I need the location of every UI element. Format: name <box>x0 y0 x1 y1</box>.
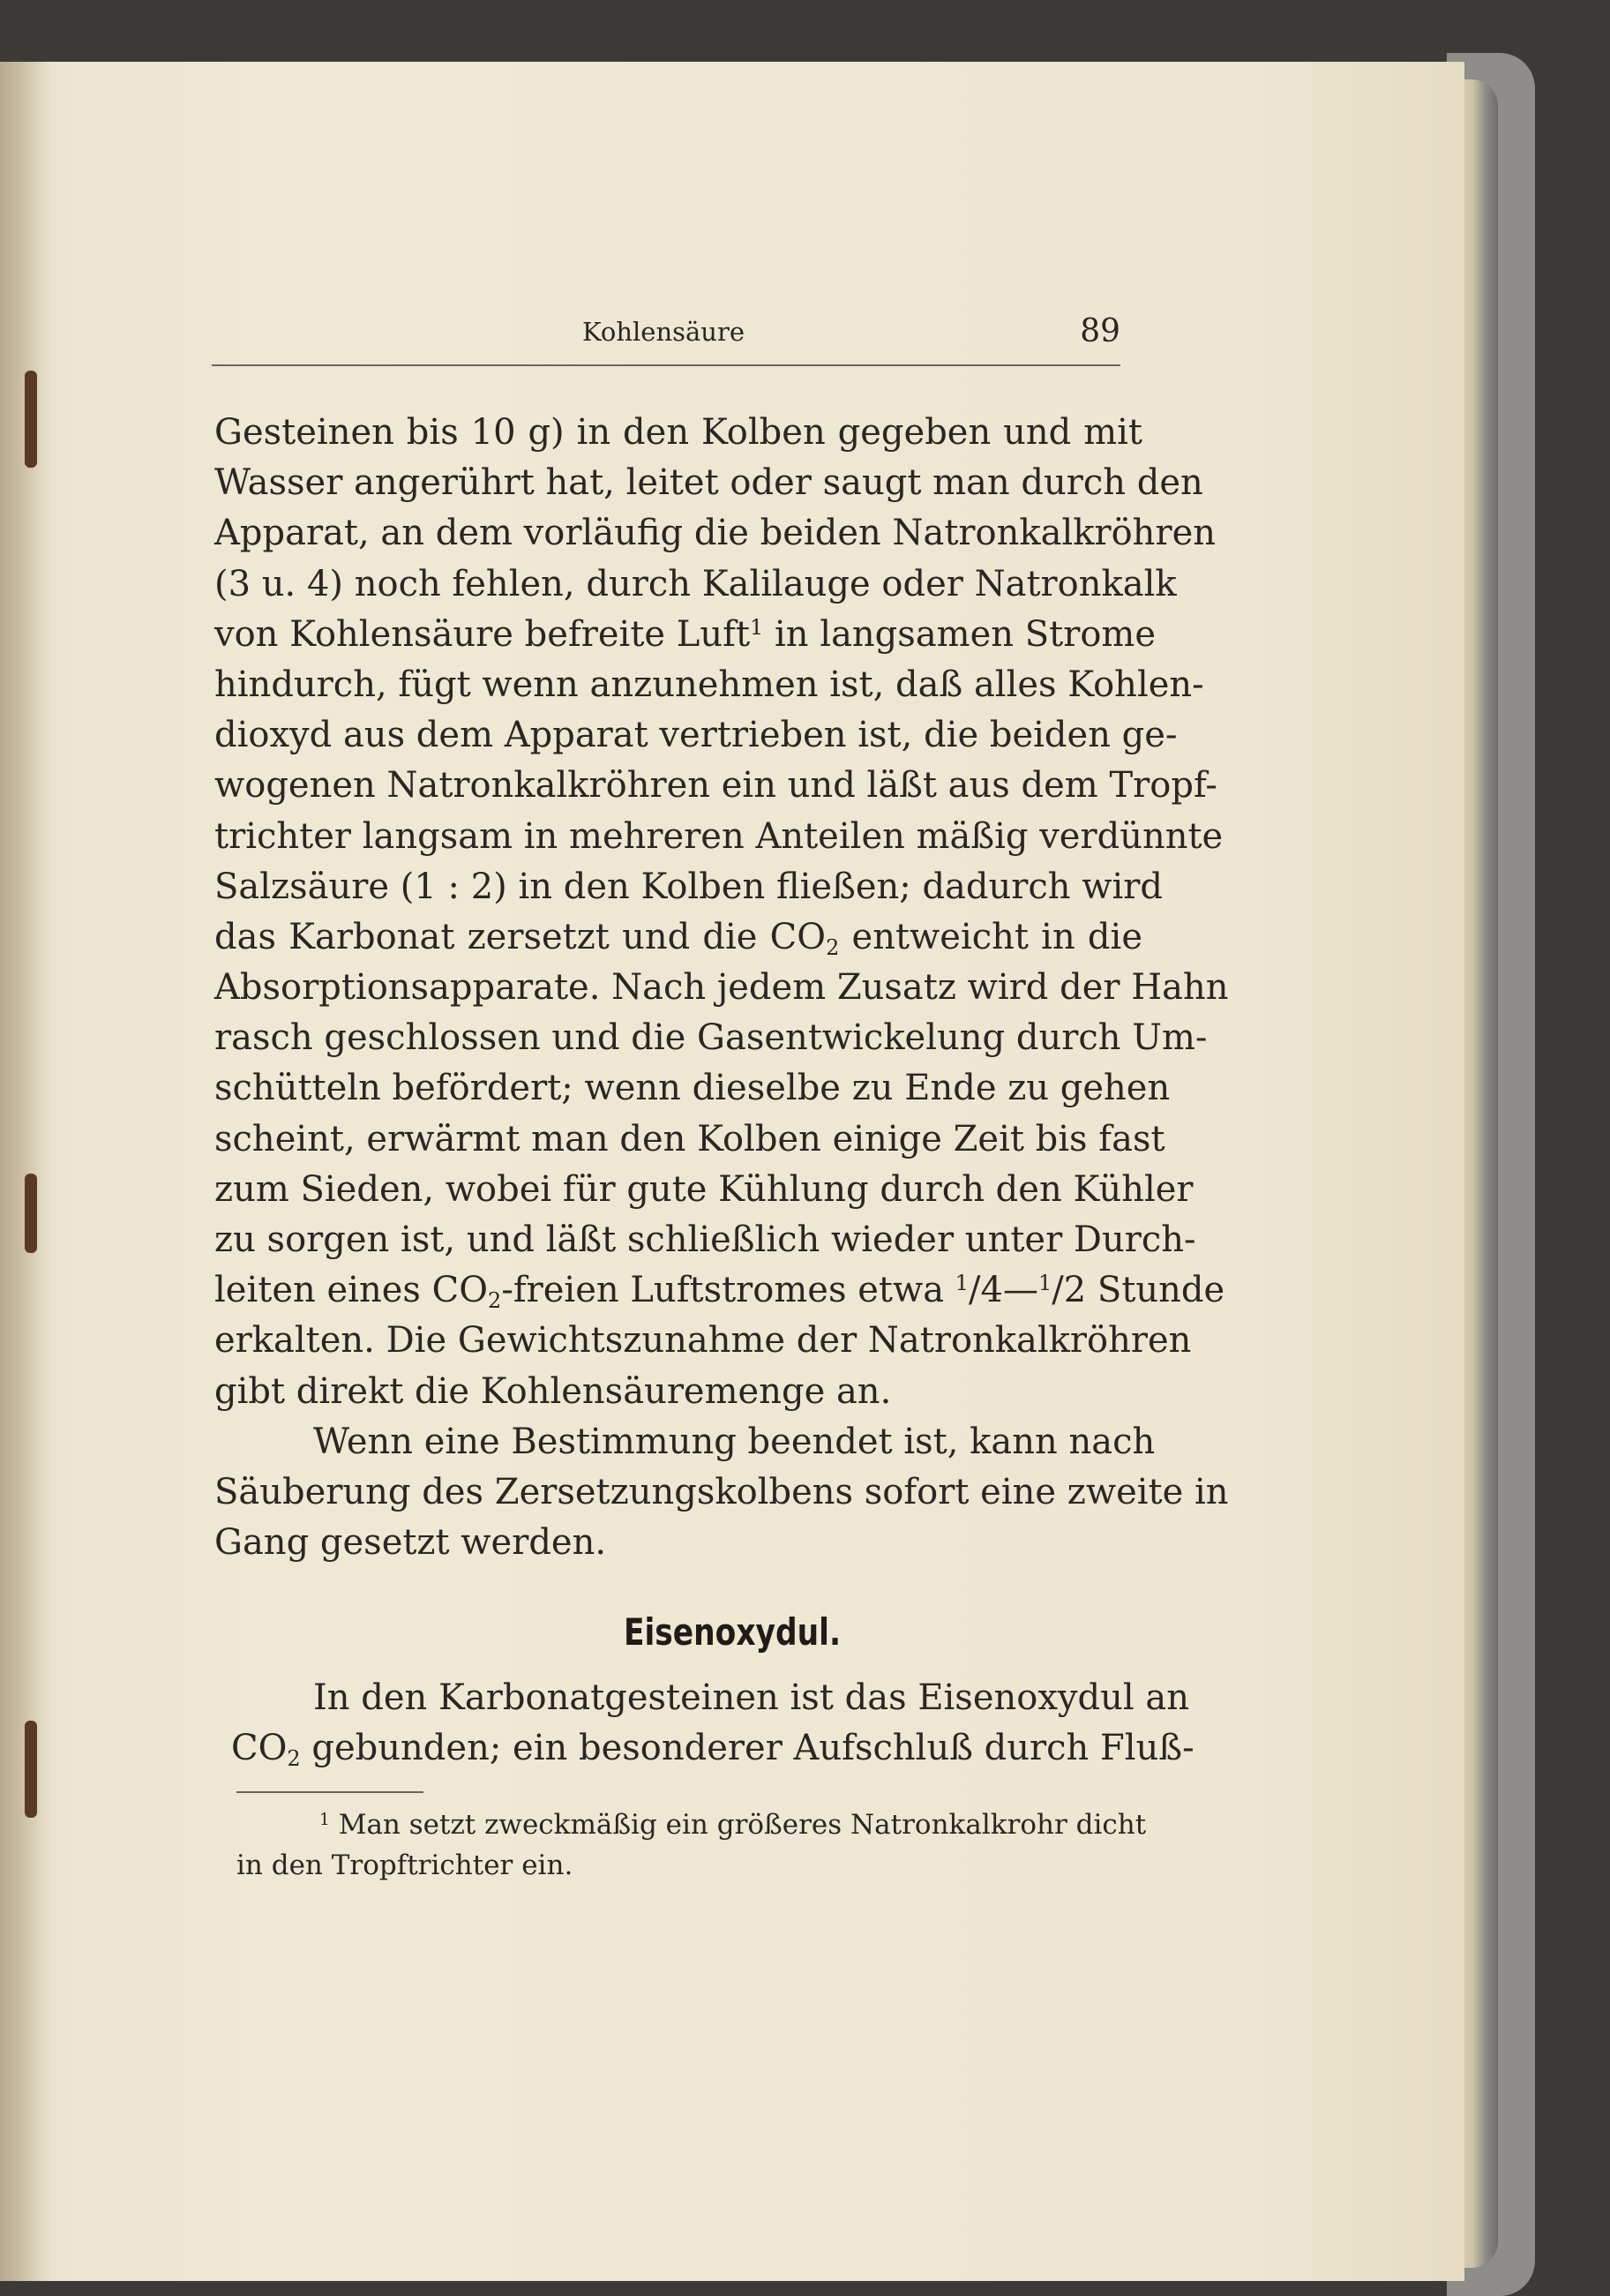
text-line: In den Karbonatgesteinen ist das Eisenoxydul an <box>313 1677 1189 1718</box>
text-line: dioxyd aus dem Apparat vertrieben ist, die beiden ge- <box>214 715 1178 756</box>
text-line: von Kohlensäure befreite Luft$^1$ in langsamen Strome <box>214 613 1157 655</box>
binding-tab <box>25 1174 37 1253</box>
text-line: erkalten. Die Gewichtszunahme der Natronkalkröhren <box>214 1320 1192 1362</box>
text-line: hindurch, fügt wenn anzunehmen ist, daß alles Kohlen- <box>214 664 1204 705</box>
text-line: rasch geschlossen und die Gasentwickelung durch Um- <box>214 1017 1208 1059</box>
text-line: Absorptionsapparate. Nach jedem Zusatz wird der Hahn <box>214 967 1229 1009</box>
page-number: 89 <box>1080 313 1120 349</box>
footnote-rule <box>236 1791 423 1793</box>
section-heading: Eisenoxydul. <box>623 1610 842 1654</box>
text-line: (3 u. 4) noch fehlen, durch Kalilauge oder Natronkalk <box>214 563 1177 604</box>
text-line: Wasser angerührt hat, leitet oder saugt man durch den <box>214 462 1203 504</box>
text-line: Salzsäure (1 : 2) in den Kolben fließen; dadurch wird <box>214 866 1164 907</box>
text-line: schütteln befördert; wenn dieselbe zu Ende zu gehen <box>214 1068 1171 1109</box>
text-line: trichter langsam in mehreren Anteilen mäßig verdünnte <box>214 815 1224 857</box>
text-line: leiten eines $CO_2$-freien Luftstromes etwa $^1$/4—$^1$/2 Stunde <box>214 1270 1225 1314</box>
text-line: das Karbonat zersetzt und die $CO_2$ entweicht in die <box>214 916 1142 961</box>
footnote-marker: 1 <box>319 1810 330 1829</box>
binding-tab <box>25 1721 37 1818</box>
footnote-line: $^1$ Man setzt zweckmäßig ein größeres Natronkalkrohr dicht <box>319 1809 1147 1841</box>
header-rule <box>212 364 1120 366</box>
binding-tab <box>25 371 37 468</box>
main-text <box>214 408 1229 1568</box>
text-line: $CO_2$ gebunden; ein besonderer Aufschluß durch Fluß- <box>231 1728 1194 1772</box>
text-line: scheint, erwärmt man den Kolben einige Zeit bis fast <box>214 1118 1165 1159</box>
footnote-ref: 1 <box>750 614 764 640</box>
text-line: Gang gesetzt werden. <box>214 1522 607 1564</box>
text-line: gibt direkt die Kohlensäuremenge an. <box>214 1370 892 1412</box>
text-line: zu sorgen ist, und läßt schließlich wieder unter Durch- <box>214 1219 1196 1260</box>
text-line: zum Sieden, wobei für gute Kühlung durch den Kühler <box>214 1168 1194 1210</box>
text-line: Apparat, an dem vorläufig die beiden Natronkalkröhren <box>214 513 1216 554</box>
text-line: Wenn eine Bestimmung beendet ist, kann nach <box>313 1421 1156 1462</box>
footnote-line: in den Tropftrichter ein. <box>236 1850 573 1881</box>
text-line: Säuberung des Zersetzungskolbens sofort eine zweite in <box>214 1471 1229 1512</box>
paragraph-eisenoxydul <box>231 1673 1194 1774</box>
text-line: Gesteinen bis 10 g) in den Kolben gegeben und mit <box>214 412 1142 453</box>
header-title: Kohlensäure <box>582 317 745 347</box>
footnote <box>236 1805 1145 1886</box>
text-line: wogenen Natronkalkröhren ein und läßt aus dem Tropf- <box>214 765 1217 807</box>
running-header <box>582 313 1120 357</box>
